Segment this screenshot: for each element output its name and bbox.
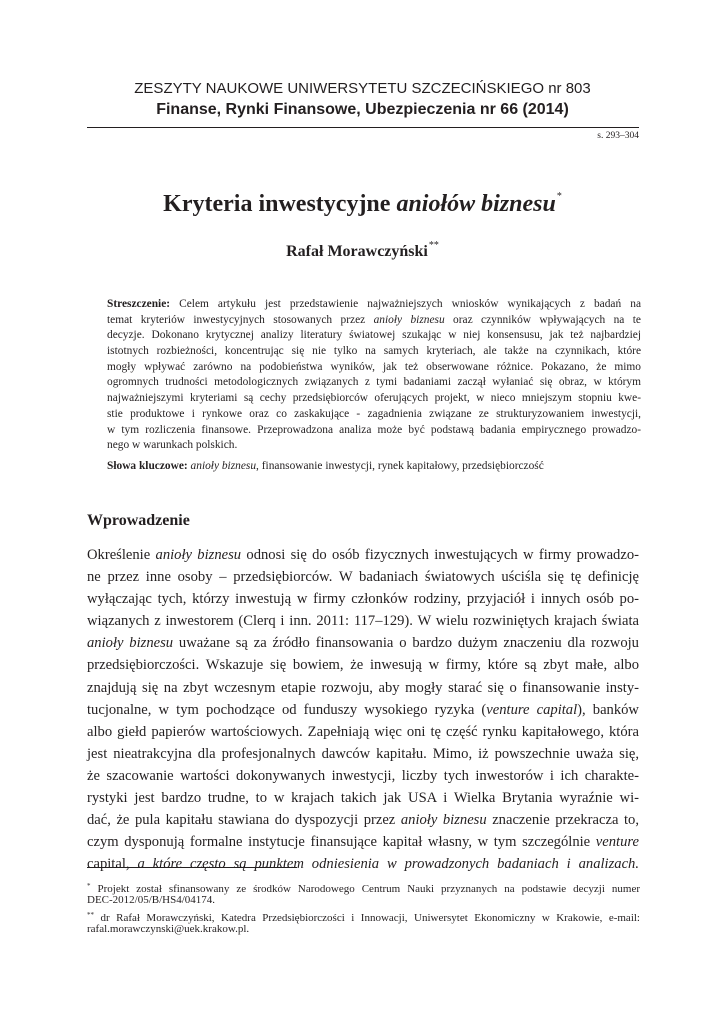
abstract-line: Streszczenie: Celem artykułu jest przedstawienie najważniejszych wniosków wynikających z badań na [107,298,641,310]
abstract-line: ogromnych trudności metodologicznych związanych z tymi badaniami zaczął wyłaniać się obraz, w którym [107,376,641,389]
journal-name: ZESZYTY NAUKOWE UNIWERSYTETU SZCZECIŃSKIEGO nr 803 [134,80,591,97]
paragraph-line: dać, że pula kapitału stawiana do dyspozycji przez anioły biznesu znaczenie przekracza to, [87,812,639,829]
footnote-line: DEC-2012/05/B/HS4/04174. [87,894,216,907]
footnote-mark: * [87,882,91,890]
italic-term: venture [595,834,639,851]
keywords-label: Słowa kluczowe: [107,460,188,472]
header-divider [87,127,639,128]
title-italic-text: aniołów biznesu [396,191,556,217]
paragraph-line: przedsiębiorczości. Wskazuje się bowiem, że inwesują w firmy, które są zbyt małe, albo [87,657,639,674]
abstract [107,297,641,454]
article-author [0,240,725,261]
italic-term: anioły biznesu [373,313,445,326]
abstract-line: decyzje. Dokonano krytycznej analizy literatury światowej szukając w niej konsensusu, jak też najbardziej [107,329,641,342]
abstract-line: nego w warunkach polskich. [107,439,238,452]
author-footnote-mark: ** [428,240,439,251]
title-footnote-mark: * [556,191,562,202]
abstract-line: temat kryteriów inwestycyjnych stosowanych przez anioły biznesu oraz czynników wpływających na te [107,313,641,326]
italic-term: , a które często są punktem odniesienia w prowadzonych badaniach i analizach. [125,856,639,873]
abstract-line: mogły wpływać zarówno na podobieństwa wyników, jak też obserwowane różnice. Pokazano, że mimo [107,360,641,373]
italic-term: venture capital [486,701,578,718]
article-title [0,191,725,218]
paragraph-line: ne przez inne osoby – przedsiębiorców. W badaniach światowych uściśla się tę definicję [87,569,639,586]
section-heading: Wprowadzenie [87,512,190,529]
paragraph-line: że szacowanie wartości dokonywanych inwestycji, liczby tych inwestorów i ich charakte- [87,767,639,784]
footnotes [87,879,640,937]
journal-series: Finanse, Rynki Finansowe, Ubezpieczenia nr 66 (2014) [156,101,569,118]
abstract-line: najważniejszymi kryteriami są cechy przedsiębiorców oferujących projekt, w nieco mniejszym stopniu kwe- [107,392,641,405]
paragraph-line: anioły biznesu uważane są za źródło finansowania o bardzo dużym znaczeniu dla rozwoju [87,635,639,652]
title-text: Kryteria inwestycyjne [163,191,397,217]
paragraph-line: znajdują się na zbyt wczesnym etapie rozwoju, aby mogły starać się o finansowanie insty- [87,679,639,696]
abstract-label: Streszczenie: [107,298,171,310]
italic-term: anioły biznesu [400,812,487,829]
paragraph-line: jest nieatrakcyjna dla profesjonalnych dawców kapitału. Mimo, iż powszechnie uważa się, [87,745,639,762]
footnote-line: rafal.morawczynski@uek.krakow.pl. [87,923,250,936]
paragraph-line: Określenie anioły biznesu odnosi się do osób fizycznych inwestujących w firmy prowadzo- [87,547,639,563]
footnote-mark: ** [87,910,94,919]
footnote-line: ** dr Rafał Morawczyński, Katedra Przedsiębiorczości i Innowacji, Uniwersytet Ekonomiczny w Krakowie, e-mail: [87,910,640,924]
abstract-line: stie produktowe i rynkowe oraz co zaskakujące - zagadnienia związane ze strukturyzowaniem inwestycji, [107,407,641,420]
footnote-divider [87,867,297,868]
paragraph-line: capital, a które często są punktem odniesienia w prowadzonych badaniach i analizach. [87,856,639,873]
abstract-line: w tym rozliczenia finansowe. Przeprowadzona analiza może być podstawą badania empirycznego prowadzo- [107,423,641,436]
paragraph-line: wiązanych z inwestorem (Clerq i inn. 2011: 117–129). W wielu rozwiniętych krajach świata [87,613,639,630]
body-text [87,544,639,875]
paragraph-line: tucjonalne, w tym pochodzące od funduszy wysokiego ryzyka (venture capital), banków [87,701,639,718]
paragraph-line: rystyki jest bardzo trudne, to w krajach takich jak USA i Wielka Brytania wyraźnie wi- [87,790,639,807]
page-range: s. 293–304 [597,131,639,141]
paragraph-line: wyłączając tych, którzy inwestują w firmy członków rodziny, przyjaciół i innych osób po- [87,591,639,608]
keywords-italic: anioły biznesu [190,460,257,472]
keywords [107,460,647,472]
author-name: Rafał Morawczyński [286,243,428,260]
keywords-list: , finansowanie inwestycji, rynek kapitałowy, przedsiębiorczość [256,460,544,472]
paragraph-line: czym dysponują formalne instytucje finansujące kapitał własny, w tym szczególnie venture [87,834,639,851]
italic-term: anioły biznesu [155,547,242,563]
italic-term: anioły biznesu [87,635,174,652]
footnote-line: * Projekt został sfinansowany ze środków Narodowego Centrum Nauki przyznanych na podstawie decyzji numer [87,882,640,895]
paragraph-line: albo giełd papierów wartościowych. Zapełniają więc oni tę część rynku kapitałowego, która [87,723,639,740]
abstract-line: istotnych rozbieżności, koncentrując się nie tylko na samych kryteriach, ale także na czynnikach, które [107,345,641,358]
